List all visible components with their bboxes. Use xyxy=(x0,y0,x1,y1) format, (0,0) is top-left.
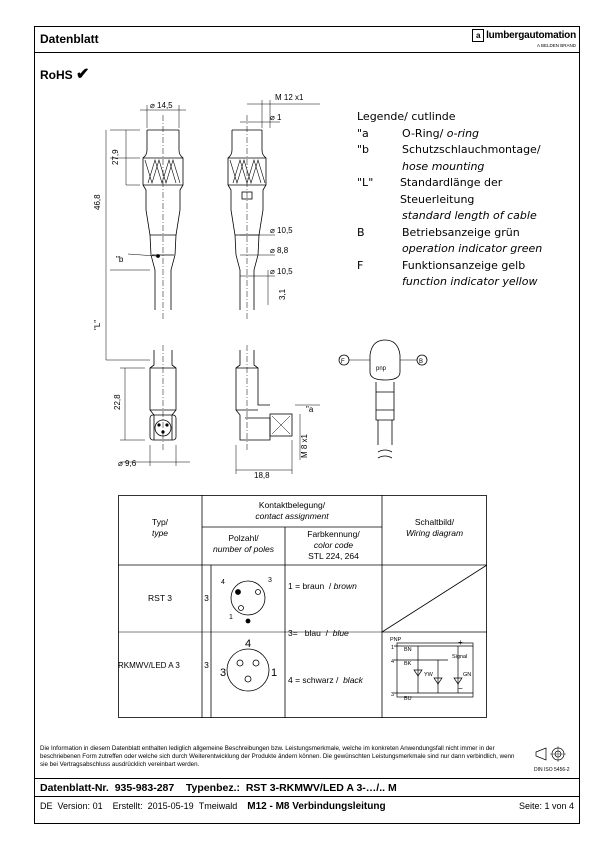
legend-title: Legende/ cutlinde xyxy=(357,110,456,123)
label-B: B xyxy=(419,359,424,365)
logo-mark-icon: a xyxy=(472,29,484,42)
wiring-pin-1: 1 xyxy=(391,645,395,651)
contact-table xyxy=(118,495,487,718)
dim-1: ⌀ 1 xyxy=(270,113,282,122)
dim-46-8: 46,8 xyxy=(93,194,102,210)
dim-m8: M 8 x1 xyxy=(300,433,309,458)
header-type: Typ/ type xyxy=(151,517,169,538)
dim-27-9: 27,9 xyxy=(111,149,120,165)
pin-label-top-3: 3 xyxy=(268,577,272,584)
footer-row-2: DE Version: 01 Erstellt: 2015-05-19 Tmeiwald M12 - M8 Verbindungsleitung Seite: 1 von 4 xyxy=(40,801,574,812)
header-poles: Polzahl/ number of poles xyxy=(213,533,274,554)
wiring-pin-4: 4 xyxy=(391,659,395,665)
disclaimer: Die Information in diesem Datenblatt enthalten lediglich allgemeine Beschreibungen bzw. Leistungsmerkmale, welche im konkreten Anwendungsfall nicht immer in der beschriebenen Form zutreffen oder welche sich durch Weiterentwicklung der Produkte ändern können. Die gewünschten Leistungsmerkmale sind nur dann verbindlich, wenn sie bei Vertragsabschluss ausdrücklich vereinbart werden. xyxy=(40,745,515,768)
dim-10-5b: ⌀ 10,5 xyxy=(270,267,293,276)
dim-18-8: 18,8 xyxy=(254,471,270,480)
pin-label-bottom-4: 4 xyxy=(245,638,252,650)
document-title: Datenblatt xyxy=(40,32,99,46)
color-row-3: 3= blau / blue xyxy=(288,628,349,638)
footer-row-1: Datenblatt-Nr. 935-983-287 Typenbez.: RST 3-RKMWV/LED A 3-…/.. M xyxy=(40,782,397,794)
logo-text: lumbergautomation xyxy=(486,30,576,41)
legend xyxy=(357,109,572,291)
label-L: "L" xyxy=(93,319,102,330)
wiring-bn: BN xyxy=(404,647,412,653)
logo-subtext: A BELDEN BRAND xyxy=(536,43,576,48)
wiring-gn: GN xyxy=(463,672,472,678)
wiring-signal: Signal xyxy=(452,654,468,660)
legend-item-a: "a O-Ring/ o-ring xyxy=(357,126,480,140)
iso-projection-icon xyxy=(532,740,574,774)
color-row-4: 4 = schwarz / black xyxy=(288,675,363,685)
pin-label-bottom-1: 1 xyxy=(271,667,278,679)
row1-type: RST 3 xyxy=(148,593,172,603)
legend-item-F-en: function indicator yellow xyxy=(402,275,538,288)
dim-8-8: ⌀ 8,8 xyxy=(270,246,289,255)
row2-poles: 3 xyxy=(204,660,209,670)
wiring-pin-3: 3 xyxy=(391,692,395,698)
dim-22-8: 22,8 xyxy=(113,394,122,410)
dim-10-5a: ⌀ 10,5 xyxy=(270,226,293,235)
wiring-bk: BK xyxy=(404,661,412,667)
wiring-bu: BU xyxy=(404,696,412,702)
wiring-pnp: PNP xyxy=(390,637,402,643)
row1-poles: 3 xyxy=(204,593,209,603)
header-wiring: Schaltbild/ Wiring diagram xyxy=(405,517,464,538)
rohs-label: RoHS xyxy=(40,68,73,82)
legend-item-b-en: hose mounting xyxy=(402,159,485,173)
label-b: "b xyxy=(116,255,124,264)
legend-item-F: F Funktionsanzeige gelb xyxy=(357,258,526,272)
pin-label-top-4: 4 xyxy=(221,579,225,586)
label-a: "a xyxy=(306,405,314,414)
header-color: Farbkennung/ color code STL 224, 264 xyxy=(307,529,360,561)
dim-14-5: ⌀ 14,5 xyxy=(150,101,173,110)
pin-label-top-1: 1 xyxy=(229,614,233,621)
footer-divider-top xyxy=(34,778,580,779)
legend-item-B: B Betriebsanzeige grün xyxy=(357,225,520,239)
wiring-plus: + xyxy=(458,638,463,647)
pin-label-bottom-3: 3 xyxy=(220,667,227,679)
label-F: F xyxy=(341,359,345,365)
legend-item-L-en: standard length of cable xyxy=(402,209,537,222)
check-icon: ✔ xyxy=(76,66,90,83)
row2-type: RKMWV/LED A 3 xyxy=(118,661,180,670)
iso-label: DIN ISO 5456-2 xyxy=(534,767,570,773)
legend-item-B-en: operation indicator green xyxy=(402,242,543,255)
wiring-minus: − xyxy=(458,684,463,693)
legend-item-b: "b Schutzschlauchmontage/ xyxy=(357,143,541,156)
label-pnp: pnp xyxy=(376,366,387,372)
footer-divider-mid xyxy=(34,796,580,797)
page-number: Seite: 1 von 4 xyxy=(518,801,574,811)
dim-3-1: 3,1 xyxy=(278,288,287,300)
dim-m12: M 12 x1 xyxy=(275,93,304,102)
legend-item-L: "L" Standardlänge der Steuerleitung xyxy=(357,176,503,206)
header-contact: Kontaktbelegung/ contact assignment xyxy=(255,500,329,521)
wiring-yw: YW xyxy=(424,672,433,678)
dim-9-6: ⌀ 9,6 xyxy=(118,459,137,468)
color-row-1: 1 = braun / brown xyxy=(288,581,357,591)
